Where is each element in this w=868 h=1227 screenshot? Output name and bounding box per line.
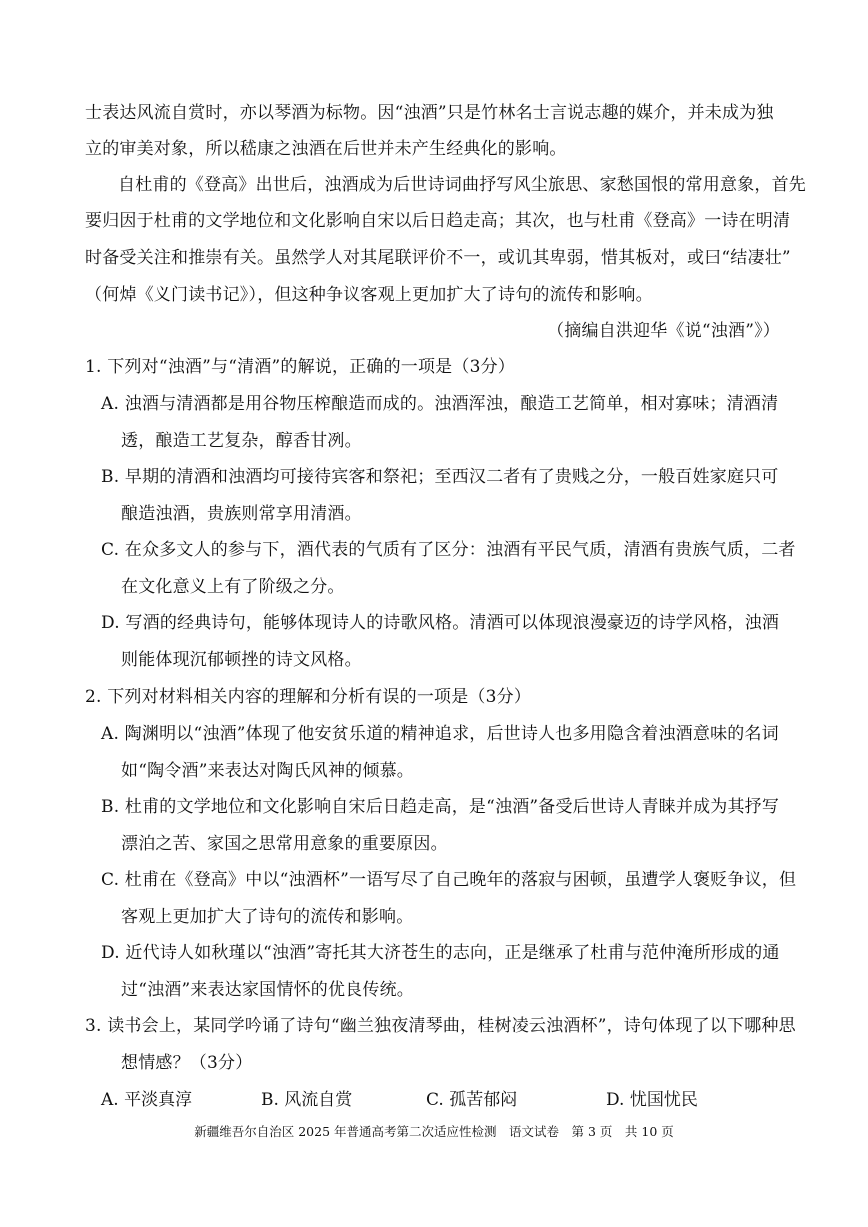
passage-line: 士表达风流自赏时，亦以琴酒为标物。因“浊酒”只是竹林名士言说志趣的媒介，并未成为独 [85,103,774,123]
q1-option-b: B. 早期的清酒和浊酒均可接待宾客和祭祀；至西汉二者有了贵贱之分，一般百姓家庭只可 [101,467,779,487]
passage-line: 要归因于杜甫的文学地位和文化影响自宋以后日趋走高；其次，也与杜甫《登高》一诗在明清 [85,211,791,231]
q2-option-d: D. 近代诗人如秋瑾以“浊酒”寄托其大济苍生的志向，正是继承了杜甫与范仲淹所形成的通 [101,943,780,963]
q1-option-d: D. 写酒的经典诗句，能够体现诗人的诗歌风格。清酒可以体现浪漫豪迈的诗学风格，浊酒 [101,613,780,633]
q1-option-c: C. 在众多文人的参与下，酒代表的气质有了区分：浊酒有平民气质，清酒有贵族气质，二者 [101,540,796,560]
q2-option-b: B. 杜甫的文学地位和文化影响自宋后日趋走高，是“浊酒”备受后世诗人青睐并成为其抒写 [101,797,780,817]
passage-source: （摘编自洪迎华《说“浊酒”》） [547,321,780,341]
q3-option-c: C. 孤苦郁闷 [426,1090,518,1110]
question-1-stem: 1. 下列对“浊酒”与“清酒”的解说，正确的一项是（3分） [85,357,516,377]
q1-option-a-cont: 透，酿造工艺复杂，醇香甘冽。 [121,431,362,451]
q2-option-d-cont: 过“浊酒”来表达家国情怀的优良传统。 [121,980,414,1000]
q1-option-a: A. 浊酒与清酒都是用谷物压榨酿造而成的。浊酒浑浊，酿造工艺简单，相对寡味；清酒清 [101,394,779,414]
passage-line: 自杜甫的《登高》出世后，浊酒成为后世诗词曲抒写风尘旅思、家愁国恨的常用意象，首先 [118,175,806,195]
passage-line: （何焯《义门读书记》），但这种争议客观上更加扩大了诗句的流传和影响。 [85,285,653,305]
q1-option-d-cont: 则能体现沉郁顿挫的诗文风格。 [121,650,362,670]
q2-option-c: C. 杜甫在《登高》中以“浊酒杯”一语写尽了自己晚年的落寂与困顿，虽遭学人褒贬争议，但 [101,870,797,890]
question-2-stem: 2. 下列对材料相关内容的理解和分析有误的一项是（3分） [85,687,532,707]
q3-options [101,1089,781,1113]
q2-option-b-cont: 漂泊之苦、家国之思常用意象的重要原因。 [121,834,448,854]
q3-option-d: D. 忧国忧民 [606,1090,698,1110]
q2-option-a: A. 陶渊明以“浊酒”体现了他安贫乐道的精神追求，后世诗人也多用隐含着浊酒意味的名词 [101,724,779,744]
q3-option-a: A. 平淡真淳 [101,1090,193,1110]
q2-option-a-cont: 如“陶令酒”来表达对陶氏风神的倾慕。 [121,761,414,781]
passage-line: 立的审美对象，所以嵇康之浊酒在后世并未产生经典化的影响。 [85,139,567,159]
q1-option-b-cont: 酿造浊酒，贵族则常享用清酒。 [121,504,362,524]
page-footer: 新疆维吾尔自治区 2025 年普通高考第二次适应性检测 语文试卷 第 3 页 共 10 页 [194,1124,674,1139]
question-3-stem-cont: 想情感？（3分） [121,1053,253,1073]
q2-option-c-cont: 客观上更加扩大了诗句的流传和影响。 [121,907,414,927]
q1-option-c-cont: 在文化意义上有了阶级之分。 [121,577,345,597]
passage-line: 时备受关注和推崇有关。虽然学人对其尾联评价不一，或讥其卑弱，惜其板对，或曰“结凄壮” [85,248,791,268]
q3-option-b: B. 风流自赏 [261,1090,353,1110]
question-3-stem: 3. 读书会上，某同学吟诵了诗句“幽兰独夜清琴曲，桂树凌云浊酒杯”，诗句体现了以下哪种思 [85,1016,796,1036]
